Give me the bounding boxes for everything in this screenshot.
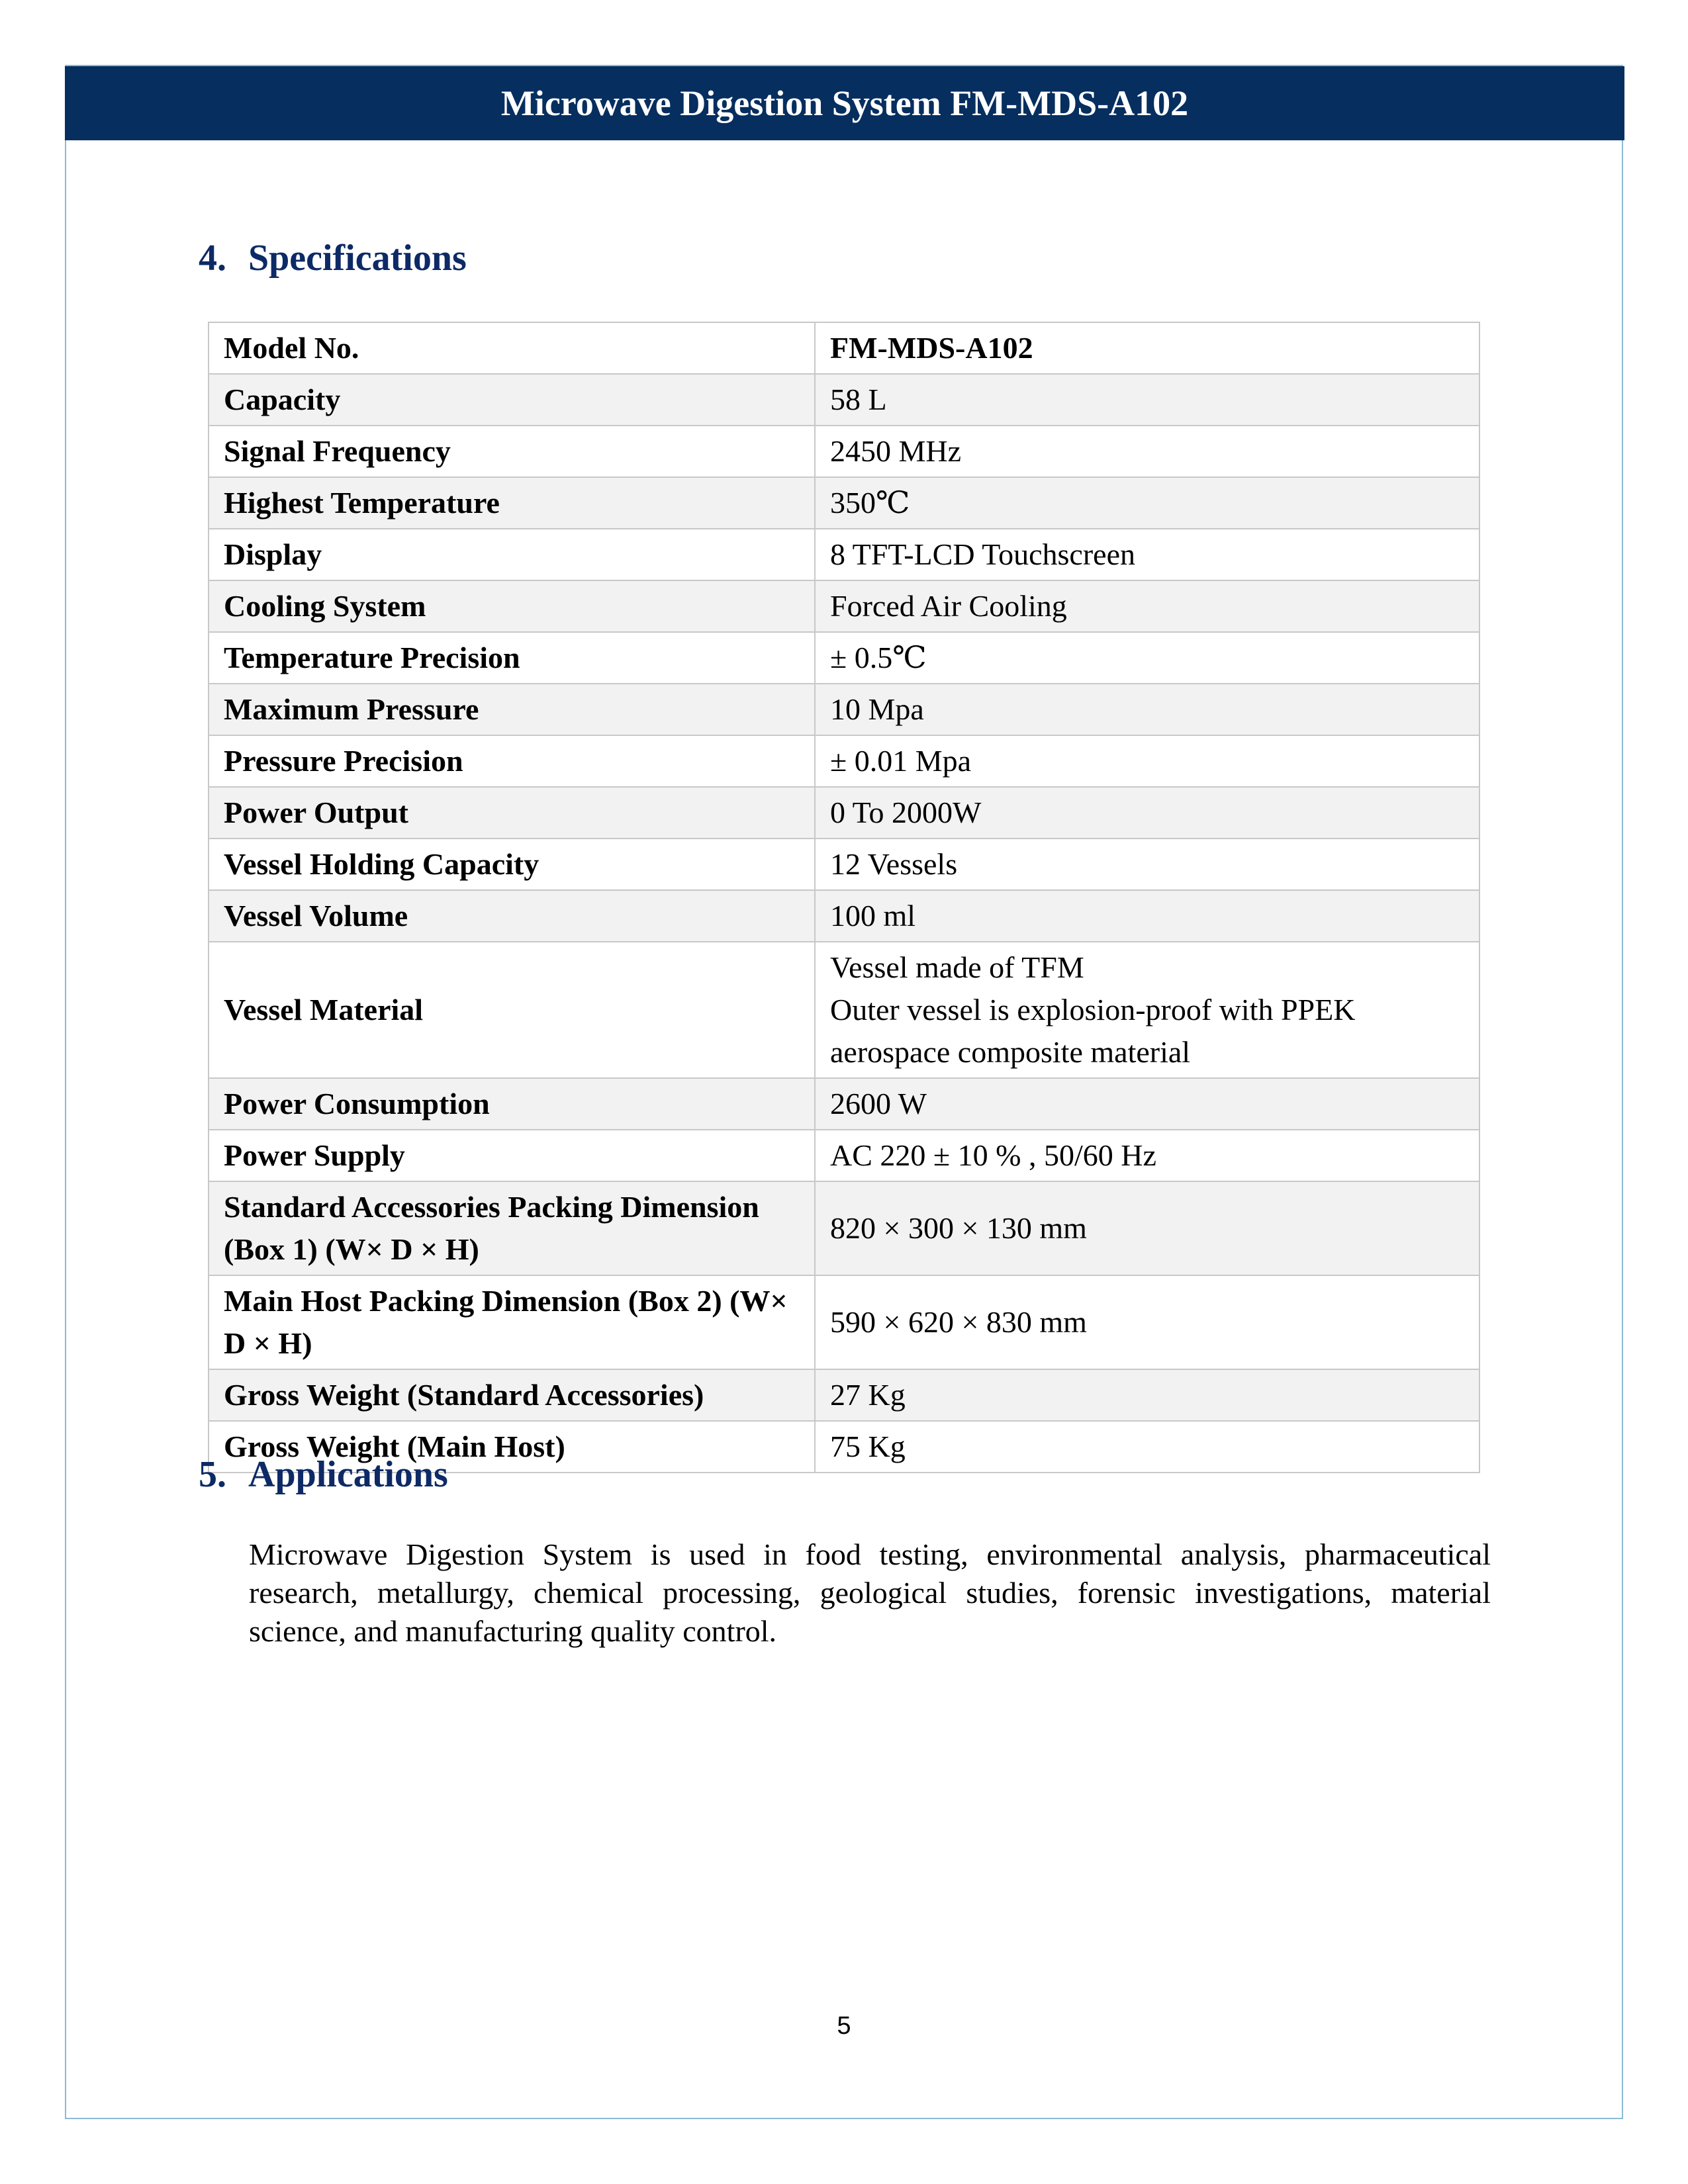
table-row bbox=[209, 1369, 1479, 1421]
spec-value-line: 10 Mpa bbox=[830, 692, 924, 726]
spec-value-line: AC 220 ± 10 % , 50/60 Hz bbox=[830, 1138, 1156, 1172]
table-row bbox=[209, 477, 1479, 529]
table-row bbox=[209, 1130, 1479, 1181]
table-row bbox=[209, 735, 1479, 787]
table-row bbox=[209, 529, 1479, 580]
spec-label: Model No. bbox=[209, 322, 815, 374]
spec-value bbox=[815, 1130, 1479, 1181]
spec-value-line: Outer vessel is explosion-proof with PPEK bbox=[830, 993, 1356, 1026]
page-number: 5 bbox=[837, 2012, 851, 2040]
table-row bbox=[209, 1078, 1479, 1130]
spec-value-line: ± 0.01 Mpa bbox=[830, 744, 972, 778]
table-row bbox=[209, 839, 1479, 890]
spec-label: Gross Weight (Standard Accessories) bbox=[209, 1369, 815, 1421]
applications-heading bbox=[199, 1453, 448, 1496]
spec-label: Power Supply bbox=[209, 1130, 815, 1181]
spec-value-line: 12 Vessels bbox=[830, 847, 958, 881]
spec-value bbox=[815, 1421, 1479, 1473]
spec-label: Standard Accessories Packing Dimension (Box 1) (W× D × H) bbox=[209, 1181, 815, 1275]
spec-label: Maximum Pressure bbox=[209, 684, 815, 735]
spec-label: Vessel Material bbox=[209, 942, 815, 1078]
specifications-heading bbox=[199, 237, 467, 279]
spec-value-line: 100 ml bbox=[830, 899, 916, 933]
spec-label: Power Consumption bbox=[209, 1078, 815, 1130]
section-title-text: Specifications bbox=[248, 238, 467, 279]
spec-value-line: 58 L bbox=[830, 383, 887, 416]
spec-value-line: ± 0.5℃ bbox=[830, 641, 927, 674]
spec-label: Vessel Volume bbox=[209, 890, 815, 942]
spec-value bbox=[815, 632, 1479, 684]
spec-value bbox=[815, 1275, 1479, 1369]
spec-value-line: 350℃ bbox=[830, 486, 910, 520]
spec-value-line: 820 × 300 × 130 mm bbox=[830, 1211, 1087, 1245]
spec-value bbox=[815, 735, 1479, 787]
spec-value-line: 8 TFT-LCD Touchscreen bbox=[830, 537, 1135, 571]
table-row bbox=[209, 1275, 1479, 1369]
spec-value bbox=[815, 477, 1479, 529]
spec-value bbox=[815, 890, 1479, 942]
spec-value bbox=[815, 839, 1479, 890]
document-header bbox=[65, 66, 1624, 140]
spec-label: Highest Temperature bbox=[209, 477, 815, 529]
spec-value-line: 27 Kg bbox=[830, 1378, 906, 1412]
spec-value bbox=[815, 684, 1479, 735]
spec-value bbox=[815, 1181, 1479, 1275]
spec-value bbox=[815, 374, 1479, 426]
table-row bbox=[209, 374, 1479, 426]
spec-value-line: Forced Air Cooling bbox=[830, 589, 1067, 623]
spec-label: Vessel Holding Capacity bbox=[209, 839, 815, 890]
section-number: 4. bbox=[199, 238, 226, 279]
table-row bbox=[209, 632, 1479, 684]
table-row bbox=[209, 322, 1479, 374]
spec-value-line: 75 Kg bbox=[830, 1430, 906, 1463]
spec-label: Capacity bbox=[209, 374, 815, 426]
spec-label: Power Output bbox=[209, 787, 815, 839]
spec-value bbox=[815, 942, 1479, 1078]
section-number: 5. bbox=[199, 1454, 226, 1495]
spec-value bbox=[815, 580, 1479, 632]
spec-value-line: Vessel made of TFM bbox=[830, 950, 1084, 984]
spec-value-line: aerospace composite material bbox=[830, 1035, 1191, 1069]
spec-value bbox=[815, 426, 1479, 477]
table-row bbox=[209, 580, 1479, 632]
document-title: Microwave Digestion System FM-MDS-A102 bbox=[500, 83, 1189, 123]
spec-label: Gross Weight (Main Host) bbox=[209, 1421, 815, 1473]
spec-value-line: FM-MDS-A102 bbox=[830, 331, 1033, 365]
table-row bbox=[209, 787, 1479, 839]
table-row bbox=[209, 426, 1479, 477]
spec-label: Display bbox=[209, 529, 815, 580]
spec-label: Main Host Packing Dimension (Box 2) (W× D × H) bbox=[209, 1275, 815, 1369]
table-row bbox=[209, 890, 1479, 942]
spec-value bbox=[815, 787, 1479, 839]
table-row bbox=[209, 1181, 1479, 1275]
specifications-table bbox=[208, 322, 1480, 1473]
spec-label: Cooling System bbox=[209, 580, 815, 632]
spec-value-line: 2450 MHz bbox=[830, 434, 962, 468]
spec-value bbox=[815, 529, 1479, 580]
spec-value-line: 590 × 620 × 830 mm bbox=[830, 1305, 1087, 1339]
section-title-text: Applications bbox=[248, 1454, 448, 1495]
spec-label: Temperature Precision bbox=[209, 632, 815, 684]
table-row bbox=[209, 942, 1479, 1078]
spec-label: Pressure Precision bbox=[209, 735, 815, 787]
spec-value-line: 2600 W bbox=[830, 1087, 927, 1120]
spec-label: Signal Frequency bbox=[209, 426, 815, 477]
table-row bbox=[209, 684, 1479, 735]
spec-value bbox=[815, 1078, 1479, 1130]
spec-value-line: 0 To 2000W bbox=[830, 796, 982, 829]
spec-value bbox=[815, 322, 1479, 374]
applications-paragraph: Microwave Digestion System is used in food testing, environmental analysis, pharmaceutical research, metallurgy, chemical processing, geological studies, forensic investigations, material science, and manufacturing quality control. bbox=[249, 1537, 1491, 1648]
spec-value bbox=[815, 1369, 1479, 1421]
